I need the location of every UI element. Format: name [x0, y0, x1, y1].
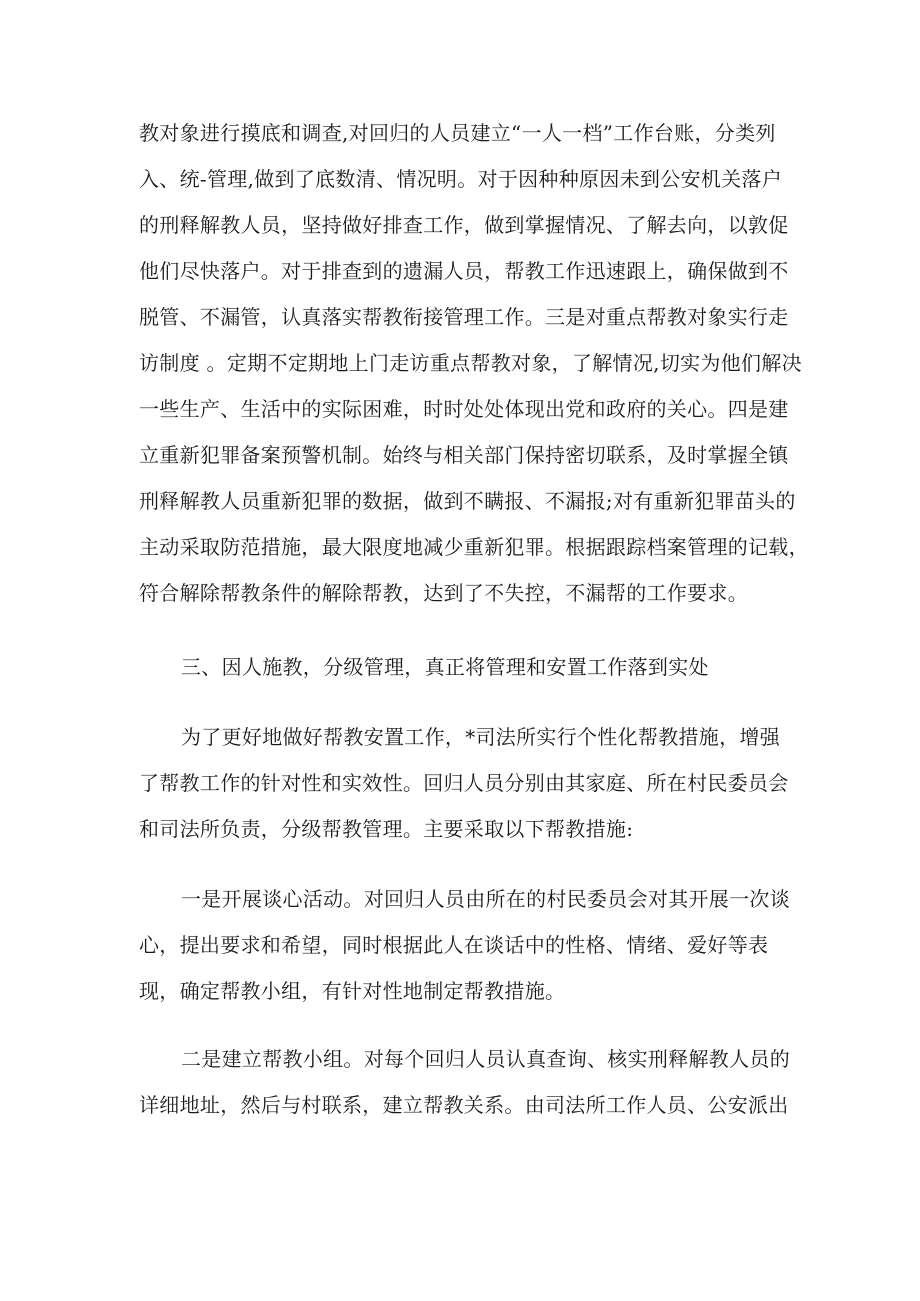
- paragraph-1-line-5: 脱管、不漏管，认真落实帮教衔接管理工作。三是对重点帮教对象实行走: [139, 305, 789, 329]
- paragraph-1-line-2: 入、统-管理,做到了底数清、情况明。对于因种种原因未到公安机关落户: [139, 167, 783, 191]
- paragraph-1-line-6: 访制度 。定期不定期地上门走访重点帮教对象，了解情况,切实为他们解决: [139, 351, 802, 375]
- paragraph-1-line-11: 符合解除帮教条件的解除帮教，达到了不失控，不漏帮的工作要求。: [139, 581, 748, 605]
- paragraph-4-line-1: 二是建立帮教小组。对每个回归人员认真查询、核实刑释解教人员的: [181, 1047, 790, 1071]
- paragraph-1-line-9: 刑释解教人员重新犯罪的数据，做到不瞒报、不漏报;对有重新犯罪苗头的: [139, 489, 796, 513]
- paragraph-1-line-7: 一些生产、生活中的实际困难，时时处处体现出党和政府的关心。四是建: [139, 397, 789, 421]
- paragraph-3-line-1: 一是开展谈心活动。对回归人员由所在的村民委员会对其开展一次谈: [181, 887, 790, 911]
- paragraph-3-line-2: 心，提出要求和希望，同时根据此人在谈话中的性格、情绪、爱好等表: [139, 933, 769, 957]
- paragraph-2-line-1: 为了更好地做好帮教安置工作，*司法所实行个性化帮教措施，增强: [181, 725, 780, 749]
- paragraph-1-line-1: 教对象进行摸底和调查,对回归的人员建立“一人一档”工作台账，分类列: [139, 121, 776, 145]
- paragraph-1-line-3: 的刑释解教人员，坚持做好排查工作，做到掌握情况、了解去向，以敦促: [139, 213, 789, 237]
- paragraph-1-line-4: 他们尽快落户。对于排查到的遗漏人员，帮教工作迅速跟上，确保做到不: [139, 259, 789, 283]
- paragraph-2-line-2: 了帮教工作的针对性和实效性。回归人员分别由其家庭、所在村民委员会: [139, 771, 789, 795]
- paragraph-1-line-8: 立重新犯罪备案预警机制。始终与相关部门保持密切联系，及时掌握全镇: [139, 443, 789, 467]
- paragraph-3-line-3: 现，确定帮教小组，有针对性地制定帮教措施。: [139, 979, 566, 1003]
- paragraph-2-line-3: 和司法所负责，分级帮教管理。主要采取以下帮教措施:: [139, 817, 634, 841]
- paragraph-4-line-2: 详细地址，然后与村联系，建立帮教关系。由司法所工作人员、公安派出: [139, 1093, 789, 1117]
- paragraph-1-line-10: 主动采取防范措施，最大限度地减少重新犯罪。根据跟踪档案管理的记载，: [139, 535, 809, 559]
- section-heading-3: 三、因人施教，分级管理，真正将管理和安置工作落到实处: [181, 655, 709, 679]
